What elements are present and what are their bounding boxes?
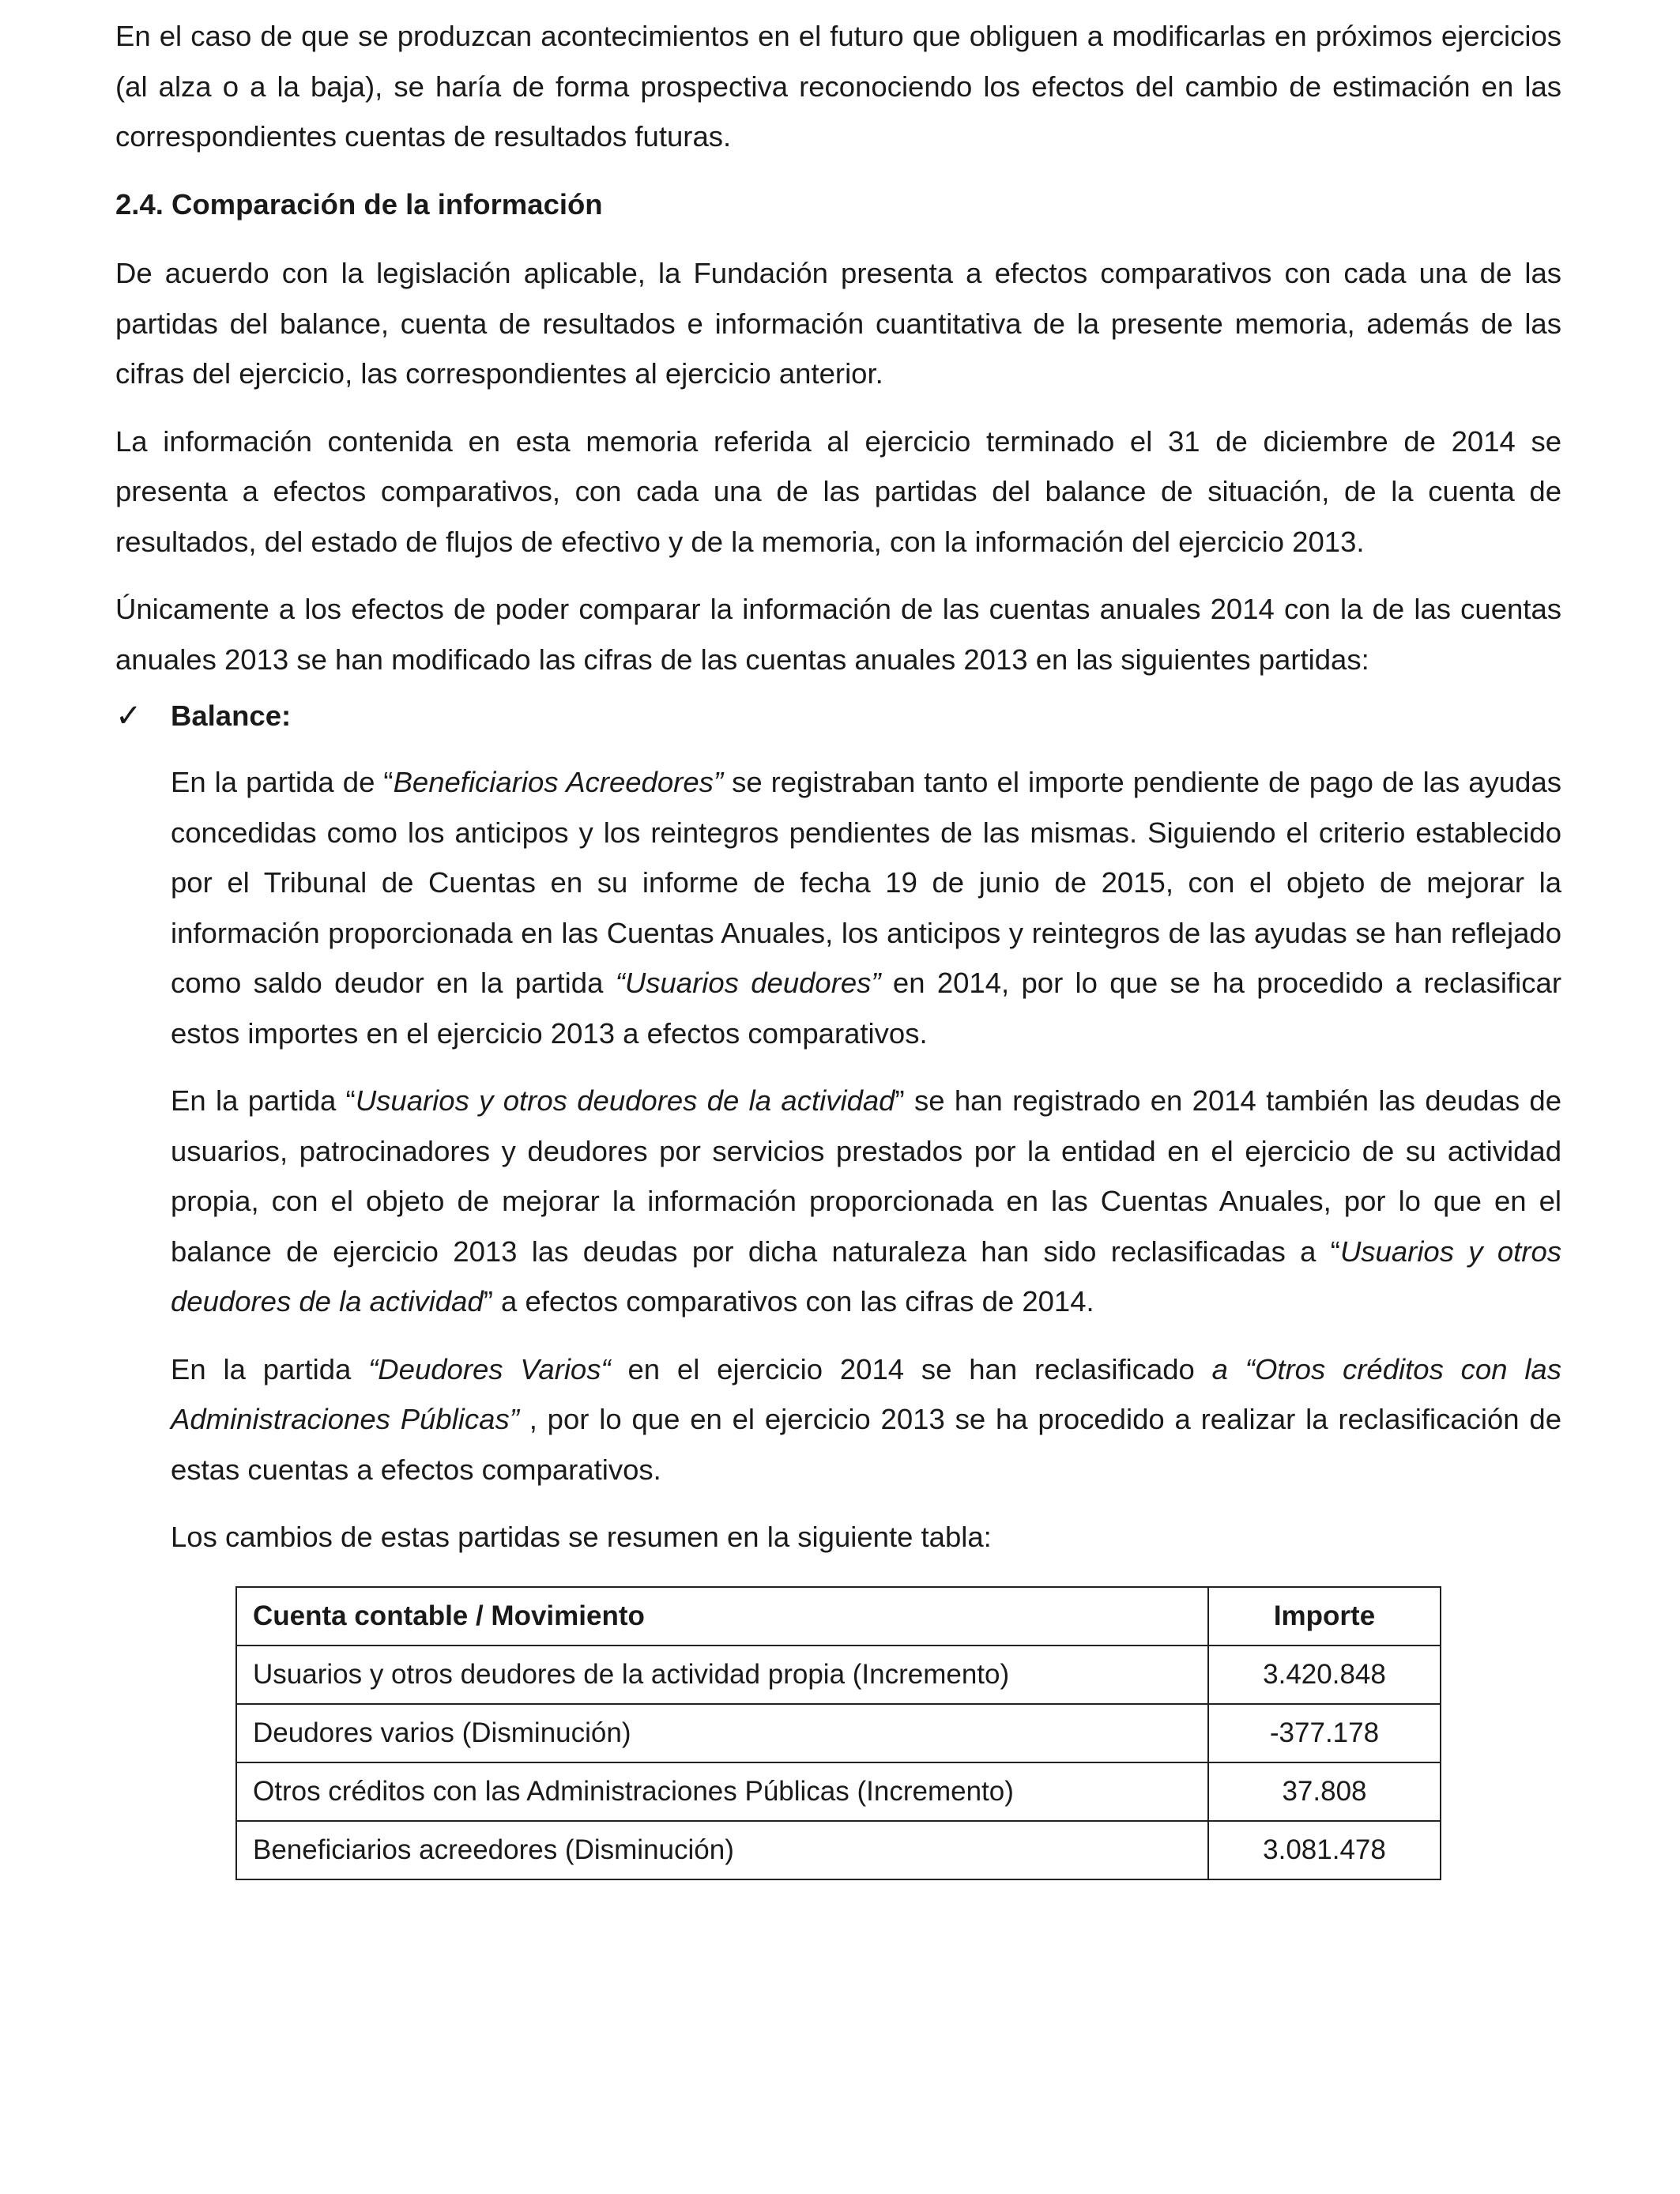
row-account: Deudores varios (Disminución) xyxy=(236,1704,1208,1762)
bullet-label: Balance: xyxy=(171,699,292,732)
row-amount: 37.808 xyxy=(1208,1762,1441,1821)
table-intro: Los cambios de estas partidas se resumen en la siguiente tabla: xyxy=(171,1521,992,1553)
checkmark-icon: ✓ xyxy=(115,699,142,733)
table-row xyxy=(236,1704,1441,1762)
row-account: Usuarios y otros deudores de la actividad propia (Incremento) xyxy=(236,1646,1208,1704)
document-page xyxy=(115,11,1561,1880)
row-amount: 3.081.478 xyxy=(1208,1821,1441,1879)
paragraph-2: La información contenida en esta memoria referida al ejercicio terminado el 31 de diciembre de 2014 se presenta a efectos comparativos, con cada una de las partidas del balance de situación, de la cuenta de resultados, del estado de flujos de efectivo y de la memoria, con la información del ejercicio 2013. xyxy=(115,424,1561,558)
balance-paragraph-1: En la partida de “Beneficiarios Acreedores” se registraban tanto el importe pendiente de pago de las ayudas concedidas como los anticipos y los reintegros pendientes de las mismas. Siguiendo el criterio establecido por el Tribunal de Cuentas en su informe de fecha 19 de junio de 2015, con el objeto de mejorar la información proporcionada en las Cuentas Anuales, los anticipos y reintegros de las ayudas se han reflejado como saldo deudor en la partida “Usuarios deudores” en 2014, por lo que se ha procedido a reclasificar estos importes en el ejercicio 2013 a efectos comparativos. xyxy=(171,766,1561,1050)
changes-table xyxy=(235,1586,1441,1880)
table-row xyxy=(236,1646,1441,1704)
table-header-row xyxy=(236,1587,1441,1646)
table-row xyxy=(236,1762,1441,1821)
section-heading: 2.4. Comparación de la información xyxy=(115,187,603,221)
intro-paragraph: En el caso de que se produzcan acontecimientos en el futuro que obliguen a modificarlas en próximos ejercicios (al alza o a la baja), se haría de forma prospectiva reconociendo los efectos del cambio de estimación en las correspondientes cuentas de resultados futuras. xyxy=(115,20,1561,153)
table-row xyxy=(236,1821,1441,1879)
row-account: Otros créditos con las Administraciones Públicas (Incremento) xyxy=(236,1762,1208,1821)
paragraph-1: De acuerdo con la legislación aplicable, la Fundación presenta a efectos comparativos con cada una de las partidas del balance, cuenta de resultados e información cuantitativa de la presente memoria, además de las cifras del ejercicio, las correspondientes al ejercicio anterior. xyxy=(115,257,1561,390)
row-account: Beneficiarios acreedores (Disminución) xyxy=(236,1821,1208,1879)
row-amount: -377.178 xyxy=(1208,1704,1441,1762)
balance-paragraph-3: En la partida “Deudores Varios“ en el ejercicio 2014 se han reclasificado a “Otros créditos con las Administraciones Públicas” , por lo que en el ejercicio 2013 se ha procedido a realizar la reclasificación de estas cuentas a efectos comparativos. xyxy=(171,1352,1562,1486)
header-account: Cuenta contable / Movimiento xyxy=(236,1587,1208,1646)
balance-paragraph-2: En la partida “Usuarios y otros deudores de la actividad” se han registrado en 2014 también las deudas de usuarios, patrocinadores y deudores por servicios prestados por la entidad en el ejercicio de su actividad propia, con el objeto de mejorar la información proporcionada en las Cuentas Anuales, por lo que en el balance de ejercicio 2013 las deudas por dicha naturaleza han sido reclasificadas a “Usuarios y otros deudores de la actividad” a efectos comparativos con las cifras de 2014. xyxy=(171,1084,1562,1318)
row-amount: 3.420.848 xyxy=(1208,1646,1441,1704)
paragraph-3: Únicamente a los efectos de poder comparar la información de las cuentas anuales 2014 con la de las cuentas anuales 2013 se han modificado las cifras de las cuentas anuales 2013 en las siguientes partidas: xyxy=(115,593,1561,676)
header-amount: Importe xyxy=(1208,1587,1441,1646)
bullet-balance xyxy=(115,691,1561,741)
